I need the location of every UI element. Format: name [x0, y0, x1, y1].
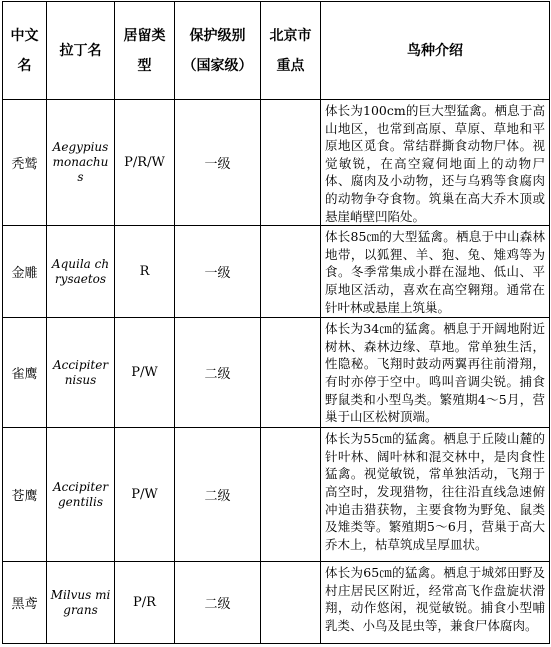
header-protection-level: 保护级别（国家级） [175, 2, 261, 100]
protection-level-cell: 二级 [175, 318, 261, 428]
latin-name-cell: Aquila chrysaetos [47, 226, 115, 318]
table-row [3, 226, 550, 318]
protection-level-cell: 二级 [175, 428, 261, 562]
header-latin-name: 拉丁名 [47, 2, 115, 100]
residence-type-cell: P/R [115, 562, 175, 644]
beijing-key-cell [261, 318, 321, 428]
introduction-cell: 体长85㎝的大型猛禽。栖息于中山森林地带，以狐狸、羊、狍、兔、雉鸡等为食。冬季常集成小群在湿地、低山、平原地区活动，喜欢在高空翱翔。通常在针叶林或悬崖上筑巢。 [321, 226, 550, 318]
residence-type-cell: P/W [115, 318, 175, 428]
table-row [3, 100, 550, 226]
protection-level-cell: 二级 [175, 562, 261, 644]
residence-type-cell: R [115, 226, 175, 318]
latin-name-cell: Accipiter gentilis [47, 428, 115, 562]
latin-name-cell: Milvus migrans [47, 562, 115, 644]
beijing-key-cell [261, 226, 321, 318]
latin-name-cell: Accipiter nisus [47, 318, 115, 428]
header-chinese-name: 中文名 [3, 2, 47, 100]
table-row [3, 428, 550, 562]
chinese-name-cell: 苍鹰 [3, 428, 47, 562]
residence-type-cell: P/R/W [115, 100, 175, 226]
header-beijing-key: 北京市重点 [261, 2, 321, 100]
introduction-cell: 体长为65㎝的猛禽。栖息于城郊田野及村庄居民区附近，经常高飞作盘旋状滑翔，动作悠闲，视觉敏锐。捕食小型哺乳类、小鸟及昆虫等，兼食尸体腐肉。 [321, 562, 550, 644]
beijing-key-cell [261, 562, 321, 644]
chinese-name-cell: 黑鸢 [3, 562, 47, 644]
table-row [3, 562, 550, 644]
residence-type-cell: P/W [115, 428, 175, 562]
bird-species-table [2, 1, 550, 644]
chinese-name-cell: 雀鹰 [3, 318, 47, 428]
latin-name-cell: Aegypius monachus [47, 100, 115, 226]
chinese-name-cell: 金雕 [3, 226, 47, 318]
table-row [3, 318, 550, 428]
introduction-cell: 体长为100cm的巨大型猛禽。栖息于高山地区，也常到高原、草原、草地和平原地区觅食。常结群撕食动物尸体。视觉敏锐，在高空窥伺地面上的动物尸体、腐肉及小动物，还与乌鸦等食腐肉的动物争夺食物。筑巢在高大乔木顶或悬崖峭壁凹陷处。 [321, 100, 550, 226]
table-header-row [3, 2, 550, 100]
protection-level-cell: 一级 [175, 100, 261, 226]
beijing-key-cell [261, 428, 321, 562]
header-introduction: 鸟种介绍 [321, 2, 550, 100]
introduction-cell: 体长为34㎝的猛禽。栖息于开阔地附近树林、森林边缘、草地。常单独生活，性隐秘。飞翔时鼓动两翼再往前滑翔，有时亦停于空中。鸣叫音调尖锐。捕食野鼠类和小型鸟类。繁殖期4～5月，营巢于山区松树顶端。 [321, 318, 550, 428]
header-residence-type: 居留类型 [115, 2, 175, 100]
protection-level-cell: 一级 [175, 226, 261, 318]
beijing-key-cell [261, 100, 321, 226]
chinese-name-cell: 秃鹫 [3, 100, 47, 226]
introduction-cell: 体长为55㎝的猛禽。栖息于丘陵山麓的针叶林、阔叶林和混交林中，是肉食性猛禽。视觉敏锐，常单独活动，飞翔于高空时，发现猎物，往往沿直线急速俯冲追击猎获物，主要食物为野兔、鼠类及雉类等。繁殖期5～6月，营巢于高大乔木上，枯草筑成呈厚皿状。 [321, 428, 550, 562]
